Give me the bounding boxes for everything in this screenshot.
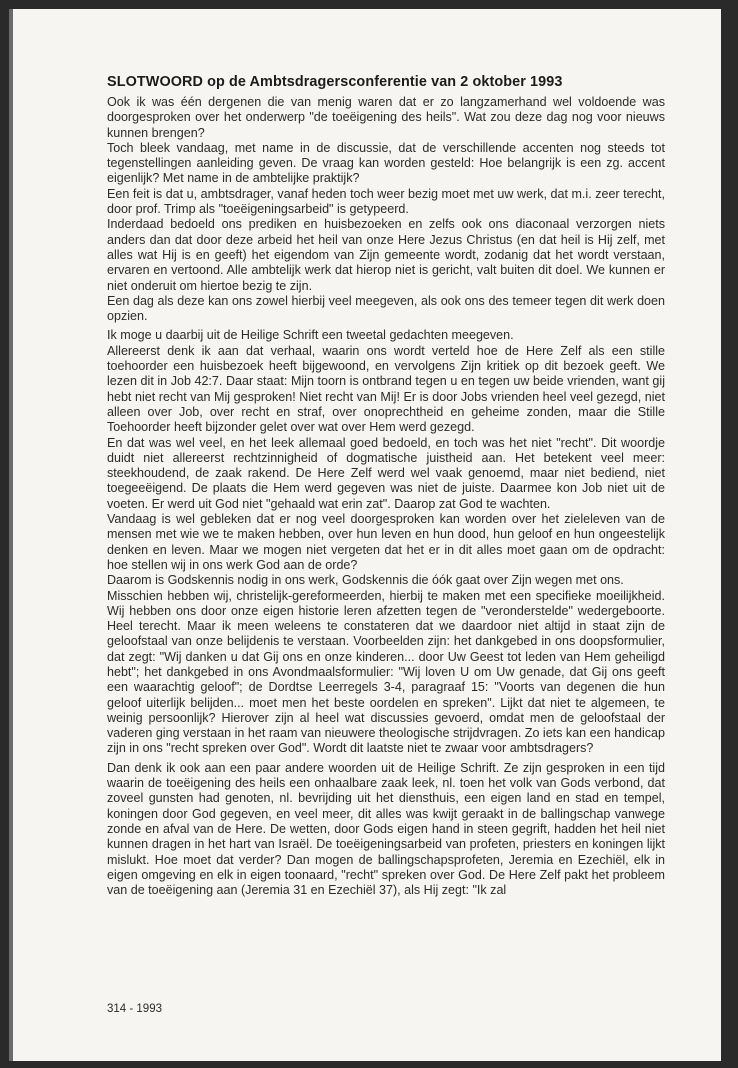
page-number: 314 - 1993: [107, 1003, 162, 1015]
paragraph: Een feit is dat u, ambtsdrager, vanaf heden toch weer bezig moet met uw werk, dat m.i. zeer terecht, door prof. Trimp als "toeëigeningsarbeid" is getypeerd.: [107, 186, 665, 217]
paragraph: Ook ik was één dergenen die van menig waren dat er zo langzamerhand wel voldoende was doorgesproken over het onderwerp "de toeëigening des heils". Wat zou deze dag nog voor nieuws kunnen brengen?: [107, 95, 665, 140]
paragraph: Ik moge u daarbij uit de Heilige Schrift een tweetal gedachten meegeven.: [107, 328, 514, 343]
paragraph: Allereerst denk ik aan dat verhaal, waarin ons wordt verteld hoe de Here Zelf als een stille toehoorder een huisbezoek heeft bijgewoond, en vervolgens Zijn kritiek op dit bezoek geeft. We lezen dit in Job 42:7. Daar staat: Mijn toorn is ontbrand tegen u en tegen uw beide vrienden, want gij hebt niet recht van Mij gesproken! Niet recht van Mij! Er is door Jobs vrienden heel veel gezegd, niet alleen over Job, over recht en straf, over onoprechtheid en geheime zonden, maar die Stille Toehoorder heeft bijzonder gelet over wat over Hem werd gezegd.: [107, 343, 665, 435]
paragraph: Vandaag is wel gebleken dat er nog veel doorgesproken kan worden over het zieleleven van de mensen met wie we te maken hebben, over hun leven en hun dood, hun geloof en hun ongeestelijk denken en leven. Maar we mogen niet vergeten dat het er in dit alles moet gaan om de opdracht: hoe stellen wij in ons werk God aan de orde?: [107, 512, 665, 572]
paragraph: Dan denk ik ook aan een paar andere woorden uit de Heilige Schrift. Ze zijn gesproken in een tijd waarin de toeëigening des heils een onhaalbare zaak leek, nl. toen het volk van Gods verbond, dat zoveel gunsten had genoten, nl. bevrijding uit het diensthuis, een eigen land en stad en tempel, koningen door God gegeven, en veel meer, dit alles was kwijt geraakt in de ballingschap vanwege zonde en afval van de Here. De wetten, door Gods eigen hand in steen gegrift, hadden het heil niet kunnen dragen in het hart van Israël. De toeëigeningsarbeid van profeten, priesters en koningen lijkt mislukt. Hoe moet dat verder? Dan mogen de ballingschapsprofeten, Jeremia en Ezechiël, elk in eigen omgeving en elk in eigen toonaard, "recht" spreken over God. De Here Zelf pakt het probleem van de toeëigening aan (Jeremia 31 en Ezechiël 37), als Hij zegt: "Ik zal: [107, 760, 665, 898]
page-title: SLOTWOORD op de Ambtsdragersconferentie van 2 oktober 1993: [107, 74, 563, 90]
page-content: [107, 74, 665, 898]
paragraph: Inderdaad bedoeld ons prediken en huisbezoeken en zelfs ook ons diaconaal verzorgen niets anders dan dat door deze arbeid het heil van onze Here Jezus Christus (en dat heil is Hij zelf, met alles wat Hij is en geeft) het eigendom van Zijn gemeente wordt, zodanig dat het wordt verstaan, ervaren en vertoond. Alle ambtelijk werk dat hierop niet is gericht, valt buiten dit doel. We kunnen er niet onderuit om hiertoe bezig te zijn.: [107, 217, 665, 293]
paragraph: En dat was wel veel, en het leek allemaal goed bedoeld, en toch was het niet "recht". Dit woordje duidt niet allereerst rechtzinnigheid of dogmatische juistheid aan. Het betekent veel meer: steekhoudend, de zaak rakend. De Here Zelf werd wel vaak genoemd, maar niet bediend, niet toegeeëigend. De plaats die Hem werd gegeven was niet de juiste. Daarmee kon Job niet uit de voeten. Er werd uit God niet "gehaald wat erin zat". Daarop zat God te wachten.: [107, 435, 665, 511]
document-page: [9, 9, 721, 1061]
paragraph: Daarom is Godskennis nodig in ons werk, Godskennis die óók gaat over Zijn wegen met ons.: [107, 573, 624, 588]
paragraph: Toch bleek vandaag, met name in de discussie, dat de verschillende accenten nog steeds tot tegenstellingen aanleiding geven. De vraag kan worden gesteld: Hoe belangrijk is een zg. accent eigenlijk? Met name in de ambtelijke praktijk?: [107, 140, 665, 186]
paragraph: Misschien hebben wij, christelijk-gereformeerden, hierbij te maken met een specifieke moeilijkheid. Wij hebben ons door onze eigen historie leren afzetten tegen de "veronderstelde" wedergeboorte. Heel terecht. Maar ik meen weleens te constateren dat we daardoor niet altijd in staat zijn de geloofstaal van onze belijdenis te verstaan. Voorbeelden zijn: het dankgebed in ons doopsformulier, dat zegt: "Wij danken u dat Gij ons en onze kinderen... door Uw Geest tot leden van Hem geheiligd hebt"; het dankgebed in ons Avondmaalsformulier: "Wij loven U om Uw genade, dat Gij ons geeft een waarachtig geloof"; de Dordtse Leerregels 3-4, paragraaf 15: "Voorts van degenen die hun geloof uiterlijk belijden... moet men het beste oordelen en spreken". Lijkt dat niet te algemeen, te weinig persoonlijk? Hierover zijn al heel wat discussies gevoerd, omdat men de geloofstaal der vaderen ging verstaan in het raam van nieuwere theologische strijdvragen. Zo iets kan een handicap zijn in ons "recht spreken over God". Wordt dit laatste niet te zwaar voor ambtsdragers?: [107, 588, 665, 756]
paragraph: Een dag als deze kan ons zowel hierbij veel meegeven, als ook ons des temeer tegen dit werk doen opzien.: [107, 293, 665, 324]
